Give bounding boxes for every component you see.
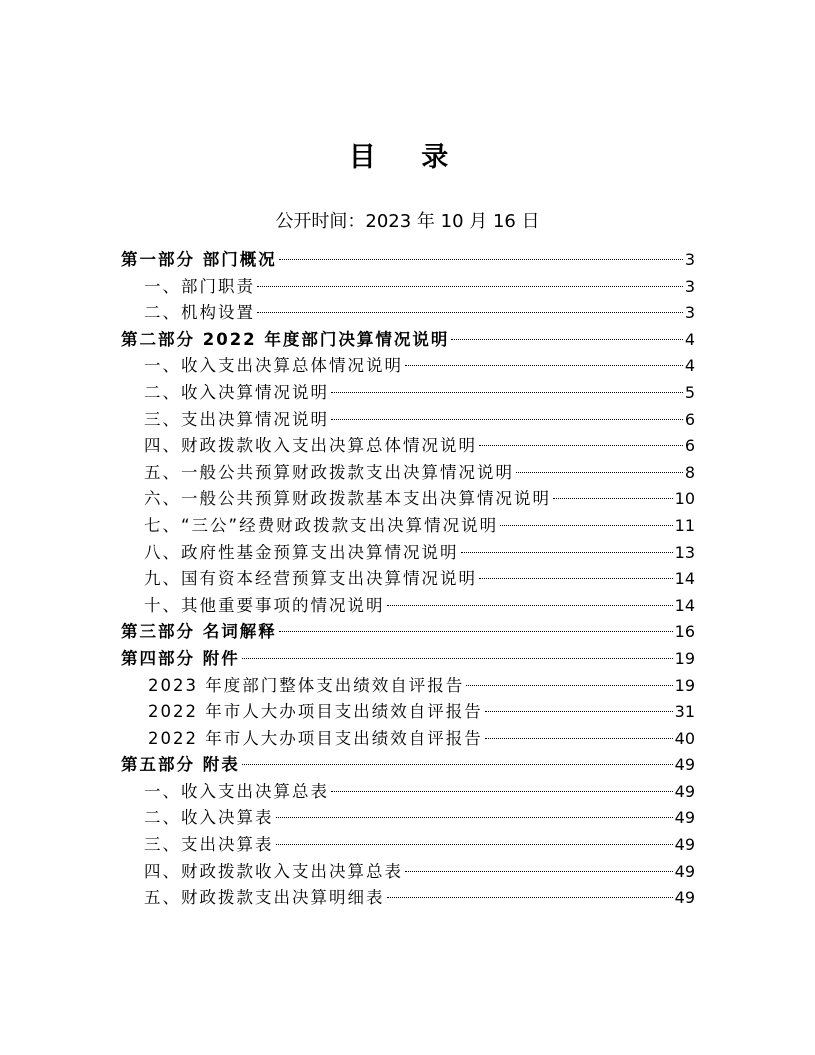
toc-entry-page: 3: [684, 250, 695, 269]
toc-entry-page: 5: [684, 382, 695, 402]
dot-leader: [516, 472, 683, 473]
toc-section[interactable]: [121, 247, 695, 274]
publish-date: 公开时间：2023 年 10 月 16 日: [275, 211, 540, 232]
toc-entry-label: 一、收入支出决算总体情况说明: [144, 356, 403, 376]
toc-entry[interactable]: [121, 486, 695, 513]
dot-leader: [466, 685, 672, 686]
toc-entry-page: 8: [684, 462, 695, 482]
toc-entry-label: 第五部分 附表: [121, 755, 240, 775]
toc-entry[interactable]: [121, 566, 695, 593]
toc-section[interactable]: [121, 646, 695, 673]
dot-leader: [276, 844, 673, 845]
toc-entry[interactable]: [121, 433, 695, 460]
toc-entry[interactable]: [121, 779, 695, 806]
dot-leader: [461, 552, 673, 553]
toc-entry[interactable]: [121, 460, 695, 487]
dot-leader: [387, 605, 673, 606]
toc-entry-label: 五、财政拨款支出决算明细表: [144, 888, 385, 908]
toc-entry[interactable]: [121, 513, 695, 540]
toc-entry-page: 3: [684, 276, 695, 296]
toc-entry[interactable]: [121, 832, 695, 859]
toc-entry-label: 2022 年市人大办项目支出绩效自评报告: [148, 728, 483, 748]
toc-entry-label: 三、支出决算表: [144, 835, 274, 855]
toc-entry[interactable]: [121, 353, 695, 380]
toc-entry-page: 49: [674, 888, 695, 908]
toc-entry-label: 第一部分 部门概况: [121, 250, 277, 269]
toc-entry-label: 六、一般公共预算财政拨款基本支出决算情况说明: [144, 489, 551, 509]
toc-entry-page: 40: [674, 728, 695, 748]
toc-entry-page: 4: [684, 356, 695, 376]
toc-entry-label: 八、政府性基金预算支出决算情况说明: [144, 542, 459, 562]
dot-leader: [279, 631, 673, 632]
toc-entry-page: 13: [674, 542, 695, 562]
toc-entry-page: 49: [674, 755, 695, 775]
toc-entry[interactable]: [121, 859, 695, 886]
dot-leader: [553, 498, 673, 499]
toc-entry[interactable]: [121, 699, 695, 726]
toc-section[interactable]: [121, 752, 695, 779]
toc-entry-page: 6: [684, 436, 695, 456]
toc-entry-page: 49: [674, 835, 695, 855]
toc-entry-label: 2022 年市人大办项目支出绩效自评报告: [148, 702, 483, 722]
toc-entry-page: 11: [674, 515, 695, 535]
toc-entry[interactable]: [121, 593, 695, 620]
toc-entry-page: 16: [674, 622, 695, 642]
toc-entry-page: 14: [674, 595, 695, 615]
toc-entry-label: 第四部分 附件: [121, 648, 240, 668]
toc-entry-page: 10: [674, 489, 695, 509]
toc-entry-label: 二、收入决算情况说明: [144, 382, 329, 402]
toc-entry[interactable]: [121, 274, 695, 301]
dot-leader: [279, 259, 683, 260]
dot-leader: [405, 871, 673, 872]
dot-leader: [257, 312, 683, 313]
toc-entry-label: 二、机构设置: [144, 303, 255, 323]
dot-leader: [276, 817, 673, 818]
toc-entry[interactable]: [121, 380, 695, 407]
toc-entry-label: 九、国有资本经营预算支出决算情况说明: [144, 569, 477, 589]
toc-entry-label: 一、收入支出决算总表: [144, 781, 329, 801]
table-of-contents: [121, 247, 695, 912]
toc-entry-page: 4: [684, 329, 695, 349]
dot-leader: [451, 339, 682, 340]
dot-leader: [331, 419, 683, 420]
toc-entry[interactable]: [121, 726, 695, 753]
dot-leader: [242, 764, 673, 765]
dot-leader: [485, 738, 673, 739]
toc-entry-label: 十、其他重要事项的情况说明: [144, 595, 385, 615]
toc-entry-page: 14: [674, 569, 695, 589]
toc-entry[interactable]: [121, 885, 695, 912]
toc-entry-label: 第二部分 2022 年度部门决算情况说明: [121, 329, 450, 349]
toc-entry[interactable]: [121, 805, 695, 832]
toc-entry-label: 五、一般公共预算财政拨款支出决算情况说明: [144, 462, 514, 482]
toc-entry-page: 49: [674, 808, 695, 828]
dot-leader: [479, 445, 683, 446]
toc-entry[interactable]: [121, 673, 695, 700]
dot-leader: [331, 791, 673, 792]
dot-leader: [405, 365, 683, 366]
dot-leader: [387, 897, 673, 898]
page-title: 目 录: [348, 142, 467, 173]
toc-entry[interactable]: [121, 300, 695, 327]
toc-entry-page: 6: [684, 409, 695, 429]
dot-leader: [485, 711, 673, 712]
dot-leader: [500, 525, 673, 526]
toc-entry-label: 二、收入决算表: [144, 808, 274, 828]
toc-entry-page: 19: [674, 648, 695, 668]
toc-entry-page: 49: [674, 861, 695, 881]
toc-section[interactable]: [121, 619, 695, 646]
toc-entry-page: 3: [684, 303, 695, 323]
toc-entry[interactable]: [121, 407, 695, 434]
toc-entry-label: 三、支出决算情况说明: [144, 409, 329, 429]
toc-section[interactable]: [121, 327, 695, 354]
dot-leader: [242, 658, 673, 659]
toc-entry[interactable]: [121, 540, 695, 567]
toc-entry-page: 49: [674, 781, 695, 801]
toc-entry-label: 七、“三公”经费财政拨款支出决算情况说明: [144, 515, 499, 535]
dot-leader: [479, 578, 673, 579]
toc-entry-label: 第三部分 名词解释: [121, 622, 277, 642]
toc-entry-page: 19: [674, 675, 695, 695]
toc-entry-label: 一、部门职责: [144, 276, 255, 296]
toc-entry-label: 2023 年度部门整体支出绩效自评报告: [148, 675, 465, 695]
toc-entry-label: 四、财政拨款收入支出决算总表: [144, 861, 403, 881]
toc-entry-page: 31: [674, 702, 695, 722]
dot-leader: [257, 286, 683, 287]
dot-leader: [331, 392, 683, 393]
toc-entry-label: 四、财政拨款收入支出决算总体情况说明: [144, 436, 477, 456]
